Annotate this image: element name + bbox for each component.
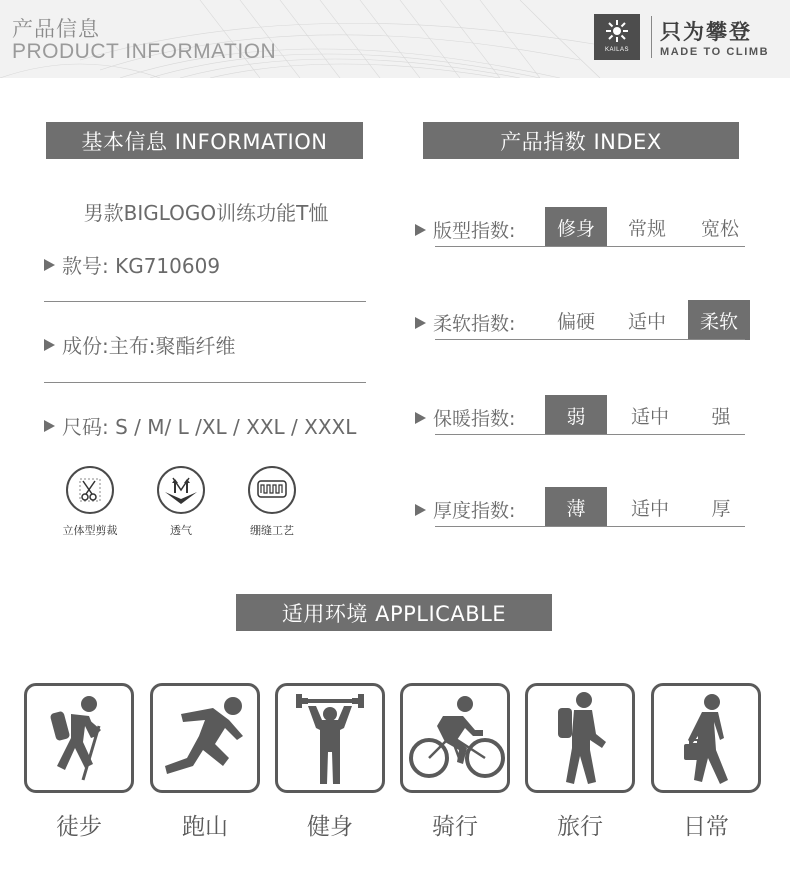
feature-label: 透气 xyxy=(170,524,192,537)
applicable-heading: 适用环境 APPLICABLE xyxy=(236,594,552,631)
material: 成份:主布:聚酯纤维 xyxy=(62,334,236,358)
divider xyxy=(44,382,366,383)
index-label xyxy=(415,216,515,243)
index-option: 宽松 xyxy=(700,217,739,240)
activity-cycling xyxy=(400,683,510,841)
header-banner xyxy=(0,0,790,78)
feature-stitching xyxy=(227,466,317,538)
logo-text: KAILAS xyxy=(604,47,629,53)
product-name: 男款BIGLOGO训练功能T恤 xyxy=(83,201,329,225)
index-option-selected: 柔软 xyxy=(688,300,750,340)
slogan-cn: 只为攀登 xyxy=(660,20,752,44)
activity-hiking xyxy=(24,683,134,841)
index-label xyxy=(415,309,515,336)
bullet-icon xyxy=(44,259,55,271)
breathable-icon xyxy=(157,466,205,514)
activity-fitness xyxy=(275,683,385,841)
kailas-logo xyxy=(594,14,640,60)
divider xyxy=(44,301,366,302)
feature-cutting xyxy=(45,466,135,538)
index-heading: 产品指数 INDEX xyxy=(423,122,739,159)
activity-name: 健身 xyxy=(307,814,353,840)
feature-label: 立体型剪裁 xyxy=(62,524,118,537)
style-no: 款号: KG710609 xyxy=(62,254,221,278)
index-option: 适中 xyxy=(627,310,666,333)
daily-icon xyxy=(651,683,761,793)
activity-name: 日常 xyxy=(683,814,729,840)
feature-breathable xyxy=(136,466,226,538)
bullet-icon xyxy=(415,224,426,236)
index-label xyxy=(415,496,515,523)
trail-running-icon xyxy=(150,683,260,793)
warmth-index-row xyxy=(415,395,751,435)
row-underline xyxy=(435,339,745,340)
thickness-index-row xyxy=(415,487,751,527)
size: 尺码: S / M/ L /XL / XXL / XXXL xyxy=(62,415,357,439)
page-title-cn: 产品信息 xyxy=(12,17,100,41)
page-title-en: PRODUCT INFORMATION xyxy=(12,40,277,63)
cycling-icon xyxy=(400,683,510,793)
index-option: 强 xyxy=(711,405,731,428)
row-underline xyxy=(435,434,745,435)
bullet-icon xyxy=(44,339,55,351)
material-row xyxy=(44,330,235,359)
softness-index-label: 柔软指数: xyxy=(433,313,516,335)
row-underline xyxy=(435,526,745,527)
slogan-en: MADE TO CLIMB xyxy=(660,46,770,58)
thickness-index-label: 厚度指数: xyxy=(433,500,516,522)
activity-name: 骑行 xyxy=(432,814,478,840)
feature-label: 绷缝工艺 xyxy=(250,524,294,537)
brand-block xyxy=(594,14,769,60)
bullet-icon xyxy=(415,317,426,329)
softness-index-row xyxy=(415,300,751,340)
info-heading: 基本信息 INFORMATION xyxy=(46,122,363,159)
sun-icon xyxy=(605,19,629,43)
hiking-icon xyxy=(24,683,134,793)
fitness-icon xyxy=(275,683,385,793)
index-option: 偏硬 xyxy=(556,310,595,333)
activity-name: 徒步 xyxy=(56,814,102,840)
activity-daily xyxy=(651,683,761,841)
fit-index-row xyxy=(415,207,751,247)
index-option-selected: 薄 xyxy=(545,487,607,527)
style-no-row xyxy=(44,250,220,279)
index-option: 适中 xyxy=(630,405,669,428)
fit-index-label: 版型指数: xyxy=(433,220,516,242)
scissors-icon xyxy=(66,466,114,514)
index-option: 适中 xyxy=(630,497,669,520)
travel-icon xyxy=(525,683,635,793)
warmth-index-label: 保暖指数: xyxy=(433,408,516,430)
index-option: 厚 xyxy=(711,497,731,520)
bullet-icon xyxy=(415,504,426,516)
bullet-icon xyxy=(415,412,426,424)
slogan xyxy=(660,16,769,58)
index-label xyxy=(415,404,515,431)
index-option-selected: 弱 xyxy=(545,395,607,435)
activity-name: 旅行 xyxy=(557,814,603,840)
index-option: 常规 xyxy=(627,217,666,240)
index-option-selected: 修身 xyxy=(545,207,607,247)
activity-travel xyxy=(525,683,635,841)
brand-divider xyxy=(651,16,652,58)
bullet-icon xyxy=(44,420,55,432)
activity-name: 跑山 xyxy=(182,814,228,840)
row-underline xyxy=(435,246,745,247)
activity-trail-running xyxy=(150,683,260,841)
stitching-icon xyxy=(248,466,296,514)
size-row xyxy=(44,411,356,440)
